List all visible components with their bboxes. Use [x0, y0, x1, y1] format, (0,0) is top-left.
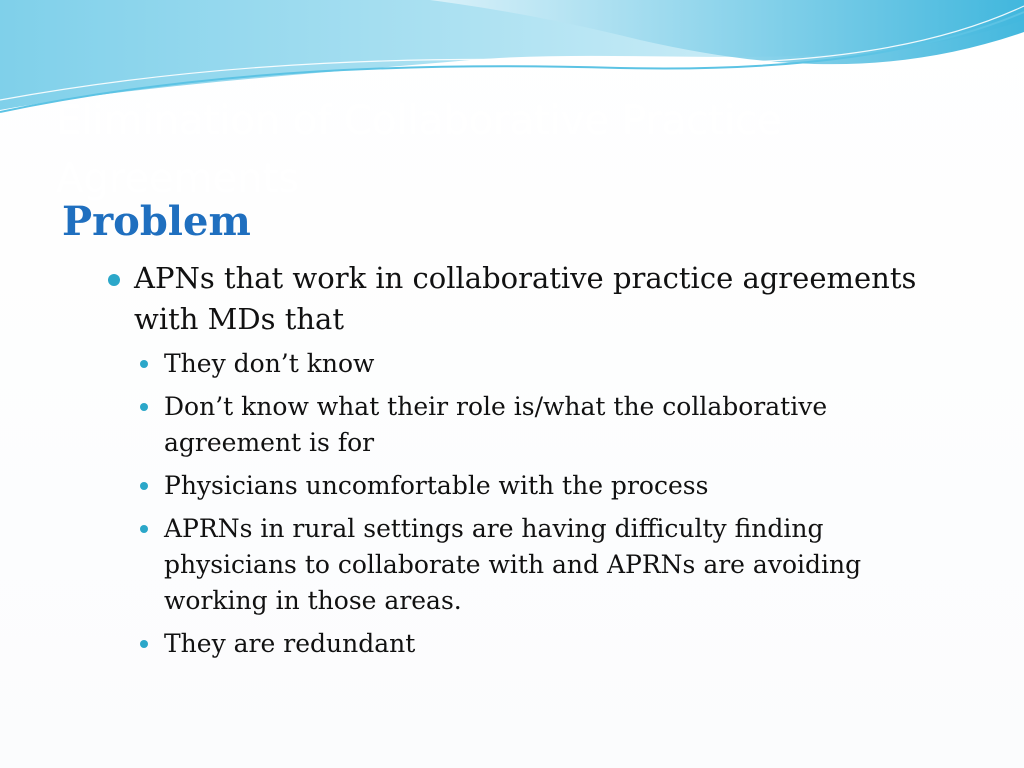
bullet-dot-icon	[140, 482, 148, 490]
bullet-dot-icon	[140, 525, 148, 533]
sub-bullet-text: They are redundant	[164, 629, 416, 658]
sub-bullet-text: Don’t know what their role is/what the collaborative agreement is for	[164, 392, 828, 457]
slide-title: Elimination of Collaborative Practice Agreements	[56, 98, 782, 202]
sub-bullet	[104, 389, 924, 461]
main-bullet-text: APNs that work in collaborative practice agreements with MDs that	[134, 261, 917, 336]
bullet-dot-icon	[108, 274, 120, 286]
bullet-dot-icon	[140, 640, 148, 648]
sub-bullet-list	[104, 346, 924, 662]
sub-bullet	[104, 346, 924, 382]
slide-content	[104, 258, 924, 669]
sub-bullet	[104, 626, 924, 662]
bullet-dot-icon	[140, 360, 148, 368]
sub-bullet	[104, 468, 924, 504]
slide-subtitle: Problem	[62, 198, 251, 245]
main-bullet	[104, 258, 924, 340]
sub-bullet-text: They don’t know	[164, 349, 375, 378]
sub-bullet-text: Physicians uncomfortable with the process	[164, 471, 709, 500]
bullet-dot-icon	[140, 403, 148, 411]
sub-bullet	[104, 511, 924, 619]
sub-bullet-text: APRNs in rural settings are having difficulty finding physicians to collaborate with and APRNs are avoiding working in those areas.	[164, 514, 862, 615]
